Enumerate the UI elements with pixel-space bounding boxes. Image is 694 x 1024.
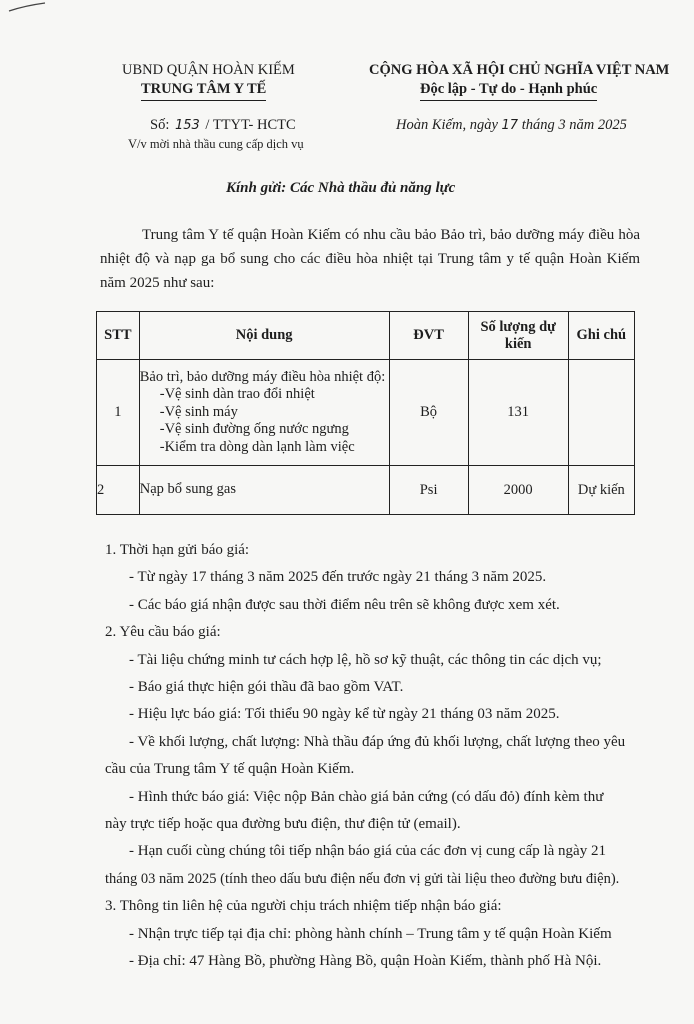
place-date-day: 17 [501, 118, 519, 133]
section-2-item: - Hình thức báo giá: Việc nộp Bản chào giá bản cứng (có dấu đỏ) đính kèm thư [129, 788, 604, 805]
col-header-note: Ghi chú [568, 312, 634, 360]
section-2-item-continued: tháng 03 năm 2025 (tính theo dấu bưu điện nếu đơn vị gửi tài liệu theo đường bưu điện). [105, 870, 620, 887]
document-body [105, 537, 637, 976]
section-1-title: 1. Thời hạn gửi báo giá: [105, 542, 250, 558]
section-2-item-continued: cầu của Trung tâm Y tế quận Hoàn Kiếm. [105, 761, 355, 778]
cell-note: Dự kiến [568, 466, 634, 515]
place-date-before: Hoàn Kiếm, ngày [396, 117, 498, 133]
content-intro: Bảo trì, bảo dưỡng máy điều hòa nhiệt độ: [139, 368, 386, 385]
cell-quantity: 2000 [468, 466, 568, 515]
section-3-title: 3. Thông tin liên hệ của người chịu trách nhiệm tiếp nhận báo giá: [105, 898, 502, 915]
col-header-unit: ĐVT [389, 312, 468, 360]
content-item: -Vệ sinh máy [159, 403, 238, 420]
section-2-item-continued: này trực tiếp hoặc qua đường bưu điện, thư điện tử (email). [105, 816, 461, 833]
org-name: UBND QUẬN HOÀN KIẾM [122, 62, 295, 78]
content-item: -Vệ sinh đường ống nước ngưng [159, 421, 349, 438]
col-header-quantity: Số lượng dự kiến [468, 312, 568, 360]
recipient: Kính gửi: Các Nhà thầu đủ năng lực [226, 180, 456, 196]
pen-mark [8, 2, 46, 12]
service-table [96, 311, 635, 515]
section-2-item: - Tài liệu chứng minh tư cách hợp lệ, hồ sơ kỹ thuật, các thông tin các dịch vụ; [129, 651, 602, 668]
cell-unit: Psi [389, 466, 468, 515]
section-2-item: - Về khối lượng, chất lượng: Nhà thầu đáp ứng đủ khối lượng, chất lượng theo yêu [129, 733, 626, 750]
document-number [150, 117, 296, 134]
section-1-item: - Các báo giá nhận được sau thời điểm nêu trên sẽ không được xem xét. [129, 596, 560, 613]
cell-stt: 1 [97, 360, 140, 466]
cell-note [568, 360, 634, 466]
cell-content: Nạp bổ sung gas [139, 466, 389, 515]
intro-paragraph: Trung tâm Y tế quận Hoàn Kiếm có nhu cầu bảo Bảo trì, bảo dưỡng máy điều hòa nhiệt độ và nạp ga bổ sung cho các điều hòa nhiệt tại Trung tâm y tế quận Hoàn Kiếm năm 2025 như sau: [100, 227, 640, 291]
table-header-row [97, 312, 635, 360]
content-item: -Kiểm tra dòng dàn lạnh làm việc [159, 438, 355, 455]
cell-stt: 2 [97, 466, 140, 515]
national-title: CỘNG HÒA XÃ HỘI CHỦ NGHĨA VIỆT NAM [369, 62, 670, 78]
section-3-item: - Địa chỉ: 47 Hàng Bồ, phường Hàng Bồ, quận Hoàn Kiếm, thành phố Hà Nội. [129, 953, 602, 970]
place-date [396, 117, 627, 134]
cell-quantity: 131 [468, 360, 568, 466]
document-number-prefix: Số: [150, 117, 170, 133]
cell-content [139, 360, 389, 466]
document-subject: V/v mời nhà thầu cung cấp dịch vụ [128, 137, 304, 151]
section-2-title: 2. Yêu cầu báo giá: [105, 624, 221, 641]
national-motto: Độc lập - Tự do - Hạnh phúc [420, 81, 598, 97]
section-2-item: - Báo giá thực hiện gói thầu đã bao gồm VAT. [129, 679, 404, 696]
document-number-suffix: / TTYT- HCTC [205, 117, 296, 133]
table-row [97, 360, 635, 466]
place-date-after: tháng 3 năm 2025 [521, 117, 627, 133]
content-item: -Vệ sinh dàn trao đổi nhiệt [159, 386, 315, 403]
col-header-stt: STT [97, 312, 140, 360]
section-1-item: - Từ ngày 17 tháng 3 năm 2025 đến trước ngày 21 tháng 3 năm 2025. [129, 569, 547, 586]
document-number-handwritten: 153 [174, 118, 200, 133]
section-2-item: - Hiệu lực báo giá: Tối thiểu 90 ngày kể từ ngày 21 tháng 03 năm 2025. [129, 706, 560, 723]
section-2-item: - Hạn cuối cùng chúng tôi tiếp nhận báo giá của các đơn vị cung cấp là ngày 21 [129, 843, 606, 860]
col-header-content: Nội dung [139, 312, 389, 360]
org-unit: TRUNG TÂM Y TẾ [141, 81, 267, 97]
section-3-item: - Nhận trực tiếp tại địa chỉ: phòng hành chính – Trung tâm y tế quận Hoàn Kiếm [129, 925, 612, 942]
cell-unit: Bộ [389, 360, 468, 466]
table-row [97, 466, 635, 515]
